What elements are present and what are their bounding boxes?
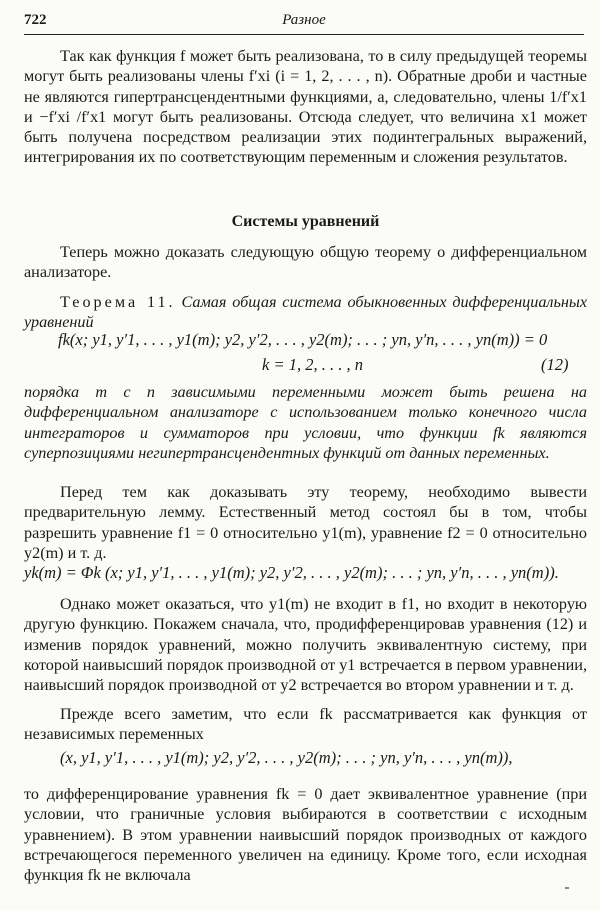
section-heading: Системы уравнений xyxy=(231,213,380,230)
equation-system: fk(x; y1, y′1, . . . , y1(m); y2, y′2, . . . , y2(m); . . . ; yn, y′n, . . . , yn(m)) = 0 xyxy=(58,330,548,349)
paragraph-reordering: Однако может оказаться, что y1(m) не входит в f1, но входит в некоторую другую функцию. Покажем сначала, что, продифференцировав уравнения (12) и изменив порядок уравнений, можно получить эквивалентную систему, при которой наивысший порядок производной от y1 встречается в первом уравнении, наивысший порядок производной от y2 встречается во втором уравнении и т. д. xyxy=(24,595,587,695)
running-header xyxy=(24,12,584,35)
paragraph-independent-vars: Прежде всего заметим, что если fk рассматривается как функция от независимых переменных xyxy=(24,705,587,744)
page-number: 722 xyxy=(24,12,47,28)
theorem-intro-text: Самая общая система обыкновенных дифференциальных уравнений xyxy=(24,293,588,332)
paragraph-theorem-intro: Теперь можно доказать следующую общую теорему о дифференциальном анализаторе. xyxy=(24,243,587,282)
theorem-statement-intro xyxy=(24,292,587,333)
equation-solved-form: yk(m) = Φk (x; y1, y′1, . . . , y1(m); y2, y′2, . . . , y2(m); . . . ; yn, y′n, . . . , yn(m)). xyxy=(24,563,559,582)
theorem-body: порядка m с n зависимыми переменными может быть решена на дифференциальном анализаторе с использованием только конечного числа интеграторов и сумматоров при условии, что функции fk являются суперпозициями негипертрансцендентных функций от данных переменных. xyxy=(24,383,587,462)
equation-variable-list: (x, y1, y′1, . . . , y1(m); y2, y′2, . . . , y2(m); . . . ; yn, y′n, . . . , yn(m)), xyxy=(60,748,513,767)
paragraph-lemma: Перед тем как доказывать эту теорему, необходимо вывести предварительную лемму. Естественный метод состоял бы в том, чтобы разрешить уравнение f1 = 0 относительно y1(m), уравнение f2 = 0 относительно y2(m) и т. д. xyxy=(24,483,587,562)
theorem-label: Теорема 11. xyxy=(60,293,176,311)
equation-number: (12) xyxy=(541,355,569,374)
print-mark xyxy=(565,887,569,889)
equation-index-range: k = 1, 2, . . . , n xyxy=(262,355,363,374)
running-title: Разное xyxy=(282,12,326,28)
paragraph-differentiation: то дифференцирование уравнения fk = 0 дает эквивалентное уравнение (при условии, что граничные условия выбираются в соответствии с исходным уравнением). В этом уравнении наивысший порядок производных от каждого встречающегося переменного увеличен на единицу. Кроме того, если исходная функция fk не включала xyxy=(24,785,587,885)
paragraph-realization: Так как функция f может быть реализована, то в силу предыдущей теоремы могут быть реализованы члены f′xi (i = 1, 2, . . . , n). Обратные дроби и частные не являются гипертрансцендентными функциями, а, следовательно, члены 1/f′x1 и −f′xi /f′x1 могут быть реализованы. Отсюда следует, что величина x1 может быть получена посредством реализации этих подинтегральных выражений, интегрирования их по соответствующим переменным и сложения результатов. xyxy=(24,47,587,167)
